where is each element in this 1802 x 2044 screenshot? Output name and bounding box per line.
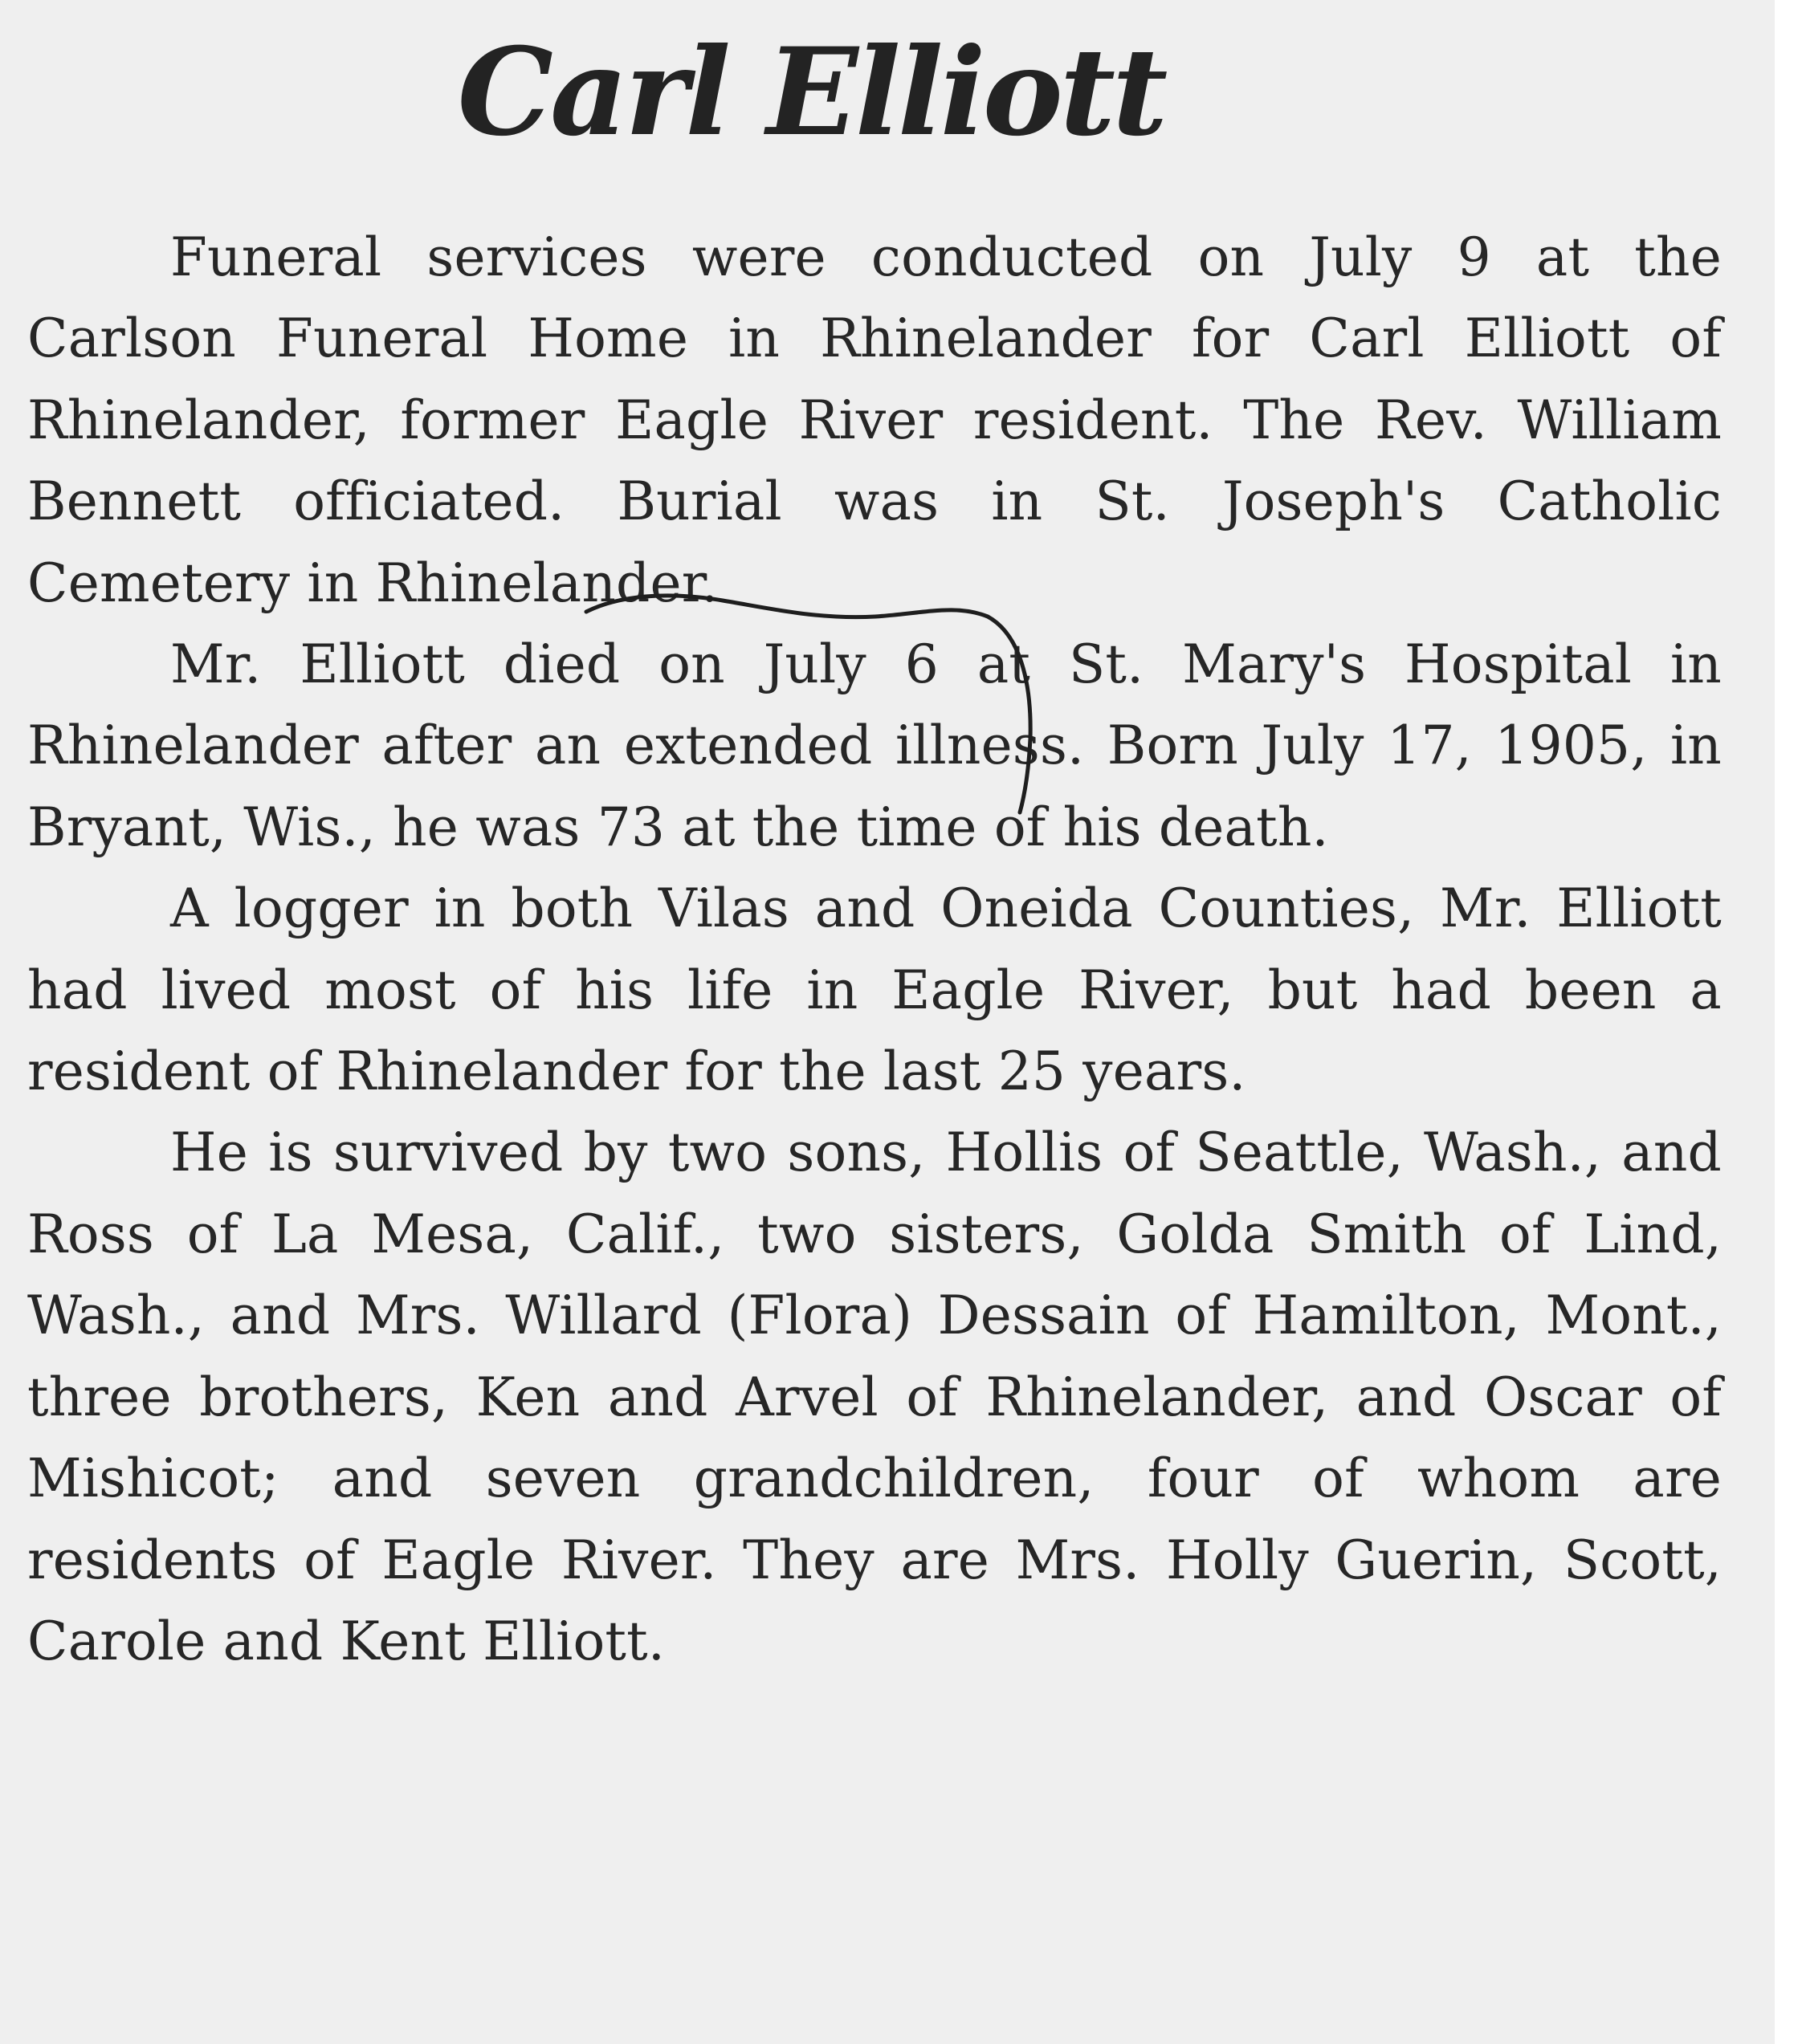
obituary-title: Carl Elliott xyxy=(457,22,1165,163)
paragraph-survivors: He is survived by two sons, Hollis of Seattle, Wash., and Ross of La Mesa, Calif., two sisters, Golda Smith of Lind, Wash., and Mrs. Willard (Flora) Dessain of Hamilton, Mont., three brothers, Ken and Arvel of Rhinelander, and Oscar of Mishicot; and seven grandchildren, four of whom are residents of Eagle River. They are Mrs. Holly Guerin, Scott, Carole and Kent Elliott. xyxy=(27,1122,1722,1672)
paragraph-funeral-services: Funeral services were conducted on July 9 at the Carlson Funeral Home in Rhinelander for Carl Elliott of Rhinelander, former Eagle River resident. The Rev. William Bennett officiated. Burial was in St. Joseph's Catholic Cemetery in Rhinelander. xyxy=(27,226,1722,614)
obituary-body xyxy=(27,217,1722,1682)
paragraph-death-details: Mr. Elliott died on July 6 at St. Mary's Hospital in Rhinelander after an extended illness. Born July 17, 1905, in Bryant, Wis., he was 73 at the time of his death. xyxy=(27,633,1722,858)
paragraph-life-summary: A logger in both Vilas and Oneida Counties, Mr. Elliott had lived most of his life in Eagle River, but had been a resident of Rhinelander for the last 25 years. xyxy=(27,877,1722,1103)
